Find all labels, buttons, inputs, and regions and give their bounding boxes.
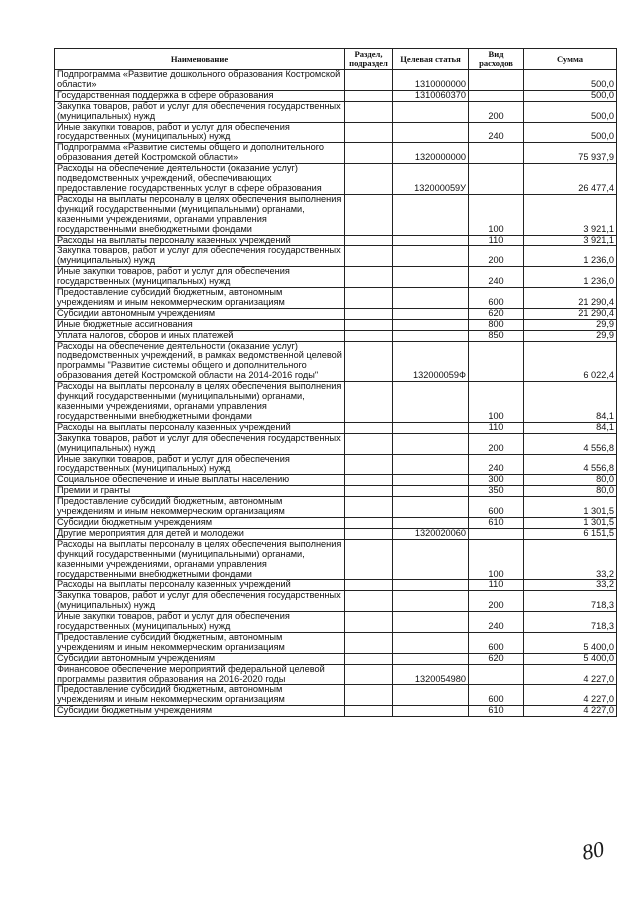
cell-name: Социальное обеспечение и иные выплаты населению bbox=[55, 475, 345, 486]
table-row bbox=[55, 632, 617, 653]
cell-sum: 6 151,5 bbox=[524, 528, 617, 539]
cell-target bbox=[393, 235, 469, 246]
cell-target bbox=[393, 433, 469, 454]
cell-sum: 4 227,0 bbox=[524, 664, 617, 685]
table-row bbox=[55, 706, 617, 717]
cell-name: Предоставление субсидий бюджетным, автономным учреждениям и иным некоммерческим организациям bbox=[55, 632, 345, 653]
budget-table bbox=[54, 48, 617, 717]
cell-type bbox=[469, 664, 524, 685]
cell-sum: 5 400,0 bbox=[524, 632, 617, 653]
cell-name: Расходы на выплаты персоналу казенных учреждений bbox=[55, 422, 345, 433]
cell-sum: 1 236,0 bbox=[524, 246, 617, 267]
cell-type: 200 bbox=[469, 101, 524, 122]
cell-sum: 500,0 bbox=[524, 70, 617, 91]
cell-name: Премии и гранты bbox=[55, 486, 345, 497]
cell-target bbox=[393, 706, 469, 717]
cell-name: Подпрограмма «Развитие системы общего и дополнительного образования детей Костромской области» bbox=[55, 143, 345, 164]
cell-section bbox=[345, 653, 393, 664]
table-row bbox=[55, 475, 617, 486]
cell-name: Предоставление субсидий бюджетным, автономным учреждениям и иным некоммерческим организациям bbox=[55, 497, 345, 518]
cell-type: 610 bbox=[469, 517, 524, 528]
cell-type: 850 bbox=[469, 330, 524, 341]
cell-type: 620 bbox=[469, 308, 524, 319]
header-row bbox=[55, 49, 617, 70]
table-row bbox=[55, 454, 617, 475]
cell-section bbox=[345, 267, 393, 288]
cell-sum: 718,3 bbox=[524, 612, 617, 633]
cell-type: 100 bbox=[469, 194, 524, 235]
cell-section bbox=[345, 246, 393, 267]
cell-sum: 21 290,4 bbox=[524, 288, 617, 309]
table-row bbox=[55, 486, 617, 497]
cell-target bbox=[393, 497, 469, 518]
table-row bbox=[55, 143, 617, 164]
cell-sum: 29,9 bbox=[524, 330, 617, 341]
cell-target bbox=[393, 319, 469, 330]
cell-type: 240 bbox=[469, 122, 524, 143]
cell-type: 240 bbox=[469, 267, 524, 288]
cell-type bbox=[469, 143, 524, 164]
cell-sum: 500,0 bbox=[524, 122, 617, 143]
cell-target: 1320000000 bbox=[393, 143, 469, 164]
cell-section bbox=[345, 632, 393, 653]
cell-sum: 5 400,0 bbox=[524, 653, 617, 664]
cell-name: Расходы на выплаты персоналу казенных учреждений bbox=[55, 235, 345, 246]
table-row bbox=[55, 308, 617, 319]
cell-type: 300 bbox=[469, 475, 524, 486]
cell-target bbox=[393, 122, 469, 143]
cell-sum: 75 937,9 bbox=[524, 143, 617, 164]
cell-sum: 33,2 bbox=[524, 580, 617, 591]
cell-sum: 4 556,8 bbox=[524, 433, 617, 454]
cell-sum: 6 022,4 bbox=[524, 341, 617, 382]
cell-sum: 1 236,0 bbox=[524, 267, 617, 288]
cell-section bbox=[345, 454, 393, 475]
table-row bbox=[55, 685, 617, 706]
cell-type bbox=[469, 90, 524, 101]
cell-name: Государственная поддержка в сфере образования bbox=[55, 90, 345, 101]
cell-sum: 500,0 bbox=[524, 101, 617, 122]
cell-target bbox=[393, 246, 469, 267]
cell-sum: 4 227,0 bbox=[524, 706, 617, 717]
cell-name: Финансовое обеспечение мероприятий федеральной целевой программы развития образования на 2016-2020 годы bbox=[55, 664, 345, 685]
cell-section bbox=[345, 612, 393, 633]
cell-section bbox=[345, 528, 393, 539]
cell-type: 800 bbox=[469, 319, 524, 330]
cell-section bbox=[345, 433, 393, 454]
table-row bbox=[55, 539, 617, 580]
cell-target bbox=[393, 632, 469, 653]
cell-sum: 1 301,5 bbox=[524, 517, 617, 528]
table-row bbox=[55, 528, 617, 539]
cell-sum: 1 301,5 bbox=[524, 497, 617, 518]
cell-section bbox=[345, 319, 393, 330]
table-row bbox=[55, 341, 617, 382]
cell-type: 200 bbox=[469, 433, 524, 454]
cell-target bbox=[393, 454, 469, 475]
cell-name: Закупка товаров, работ и услуг для обеспечения государственных (муниципальных) нужд bbox=[55, 246, 345, 267]
cell-section bbox=[345, 235, 393, 246]
cell-section bbox=[345, 497, 393, 518]
table-row bbox=[55, 194, 617, 235]
cell-sum: 718,3 bbox=[524, 591, 617, 612]
cell-type: 620 bbox=[469, 653, 524, 664]
header-type: Вид расходов bbox=[469, 49, 524, 70]
table-row bbox=[55, 433, 617, 454]
table-row bbox=[55, 517, 617, 528]
cell-name: Расходы на обеспечение деятельности (оказание услуг) подведомственных учреждений, в рамках ведомственной целевой программы "Развитие системы общего и дополнительного образования детей Костромской области на 2014-2016 годы" bbox=[55, 341, 345, 382]
cell-type bbox=[469, 70, 524, 91]
table-row bbox=[55, 122, 617, 143]
table-row bbox=[55, 664, 617, 685]
cell-name: Расходы на выплаты персоналу в целях обеспечения выполнения функций государственными (муниципальными) органами, казенными учреждениями, органами управления государственными внебюджетными фондами bbox=[55, 539, 345, 580]
cell-type bbox=[469, 528, 524, 539]
cell-sum: 3 921,1 bbox=[524, 235, 617, 246]
cell-name: Субсидии автономным учреждениям bbox=[55, 308, 345, 319]
cell-section bbox=[345, 101, 393, 122]
cell-sum: 4 227,0 bbox=[524, 685, 617, 706]
table-row bbox=[55, 235, 617, 246]
cell-target bbox=[393, 422, 469, 433]
cell-section bbox=[345, 143, 393, 164]
cell-sum: 21 290,4 bbox=[524, 308, 617, 319]
cell-target bbox=[393, 267, 469, 288]
cell-name: Подпрограмма «Развитие дошкольного образования Костромской области» bbox=[55, 70, 345, 91]
cell-sum: 26 477,4 bbox=[524, 164, 617, 195]
cell-target bbox=[393, 517, 469, 528]
cell-type: 100 bbox=[469, 382, 524, 423]
cell-name: Расходы на выплаты персоналу в целях обеспечения выполнения функций государственными (муниципальными) органами, казенными учреждениями, органами управления государственными внебюджетными фондами bbox=[55, 194, 345, 235]
cell-name: Расходы на выплаты персоналу в целях обеспечения выполнения функций государственными (муниципальными) органами, казенными учреждениями, органами управления государственными внебюджетными фондами bbox=[55, 382, 345, 423]
table-row bbox=[55, 90, 617, 101]
cell-target bbox=[393, 288, 469, 309]
cell-section bbox=[345, 288, 393, 309]
cell-target bbox=[393, 591, 469, 612]
cell-type bbox=[469, 341, 524, 382]
cell-target: 1320020060 bbox=[393, 528, 469, 539]
header-sum: Сумма bbox=[524, 49, 617, 70]
cell-section bbox=[345, 422, 393, 433]
cell-sum: 4 556,8 bbox=[524, 454, 617, 475]
table-row bbox=[55, 382, 617, 423]
cell-name: Субсидии бюджетным учреждениям bbox=[55, 517, 345, 528]
cell-type: 240 bbox=[469, 454, 524, 475]
cell-section bbox=[345, 330, 393, 341]
table-row bbox=[55, 246, 617, 267]
cell-section bbox=[345, 341, 393, 382]
cell-name: Расходы на обеспечение деятельности (оказание услуг) подведомственных учреждений, обеспечивающих предоставление государственных услуг в сфере образования bbox=[55, 164, 345, 195]
table-row bbox=[55, 591, 617, 612]
cell-type: 600 bbox=[469, 288, 524, 309]
header-name: Наименование bbox=[55, 49, 345, 70]
cell-sum: 84,1 bbox=[524, 382, 617, 423]
cell-section bbox=[345, 308, 393, 319]
cell-type: 600 bbox=[469, 632, 524, 653]
cell-target bbox=[393, 308, 469, 319]
cell-type: 600 bbox=[469, 685, 524, 706]
cell-sum: 33,2 bbox=[524, 539, 617, 580]
cell-type bbox=[469, 164, 524, 195]
cell-target: 1320054980 bbox=[393, 664, 469, 685]
cell-target: 1310060370 bbox=[393, 90, 469, 101]
cell-section bbox=[345, 517, 393, 528]
cell-section bbox=[345, 70, 393, 91]
table-row bbox=[55, 580, 617, 591]
table-row bbox=[55, 70, 617, 91]
cell-type: 100 bbox=[469, 539, 524, 580]
cell-section bbox=[345, 122, 393, 143]
table-row bbox=[55, 330, 617, 341]
cell-section bbox=[345, 90, 393, 101]
cell-name: Предоставление субсидий бюджетным, автономным учреждениям и иным некоммерческим организациям bbox=[55, 288, 345, 309]
cell-target bbox=[393, 382, 469, 423]
cell-target: 132000059У bbox=[393, 164, 469, 195]
cell-section bbox=[345, 685, 393, 706]
cell-section bbox=[345, 706, 393, 717]
cell-section bbox=[345, 539, 393, 580]
cell-sum: 80,0 bbox=[524, 475, 617, 486]
cell-section bbox=[345, 664, 393, 685]
table-row bbox=[55, 653, 617, 664]
cell-section bbox=[345, 475, 393, 486]
cell-section bbox=[345, 194, 393, 235]
cell-section bbox=[345, 591, 393, 612]
cell-sum: 80,0 bbox=[524, 486, 617, 497]
cell-target bbox=[393, 330, 469, 341]
cell-sum: 84,1 bbox=[524, 422, 617, 433]
cell-name: Другие мероприятия для детей и молодежи bbox=[55, 528, 345, 539]
cell-name: Иные закупки товаров, работ и услуг для обеспечения государственных (муниципальных) нужд bbox=[55, 612, 345, 633]
cell-section bbox=[345, 382, 393, 423]
table-row bbox=[55, 612, 617, 633]
page-number: 80 bbox=[579, 835, 607, 866]
cell-section bbox=[345, 580, 393, 591]
cell-type: 240 bbox=[469, 612, 524, 633]
cell-name: Иные бюджетные ассигнования bbox=[55, 319, 345, 330]
cell-type: 110 bbox=[469, 422, 524, 433]
cell-name: Уплата налогов, сборов и иных платежей bbox=[55, 330, 345, 341]
table-row bbox=[55, 267, 617, 288]
cell-type: 110 bbox=[469, 580, 524, 591]
cell-target bbox=[393, 101, 469, 122]
cell-name: Субсидии бюджетным учреждениям bbox=[55, 706, 345, 717]
cell-type: 610 bbox=[469, 706, 524, 717]
cell-type: 350 bbox=[469, 486, 524, 497]
table-row bbox=[55, 288, 617, 309]
cell-type: 110 bbox=[469, 235, 524, 246]
cell-name: Предоставление субсидий бюджетным, автономным учреждениям и иным некоммерческим организациям bbox=[55, 685, 345, 706]
table-row bbox=[55, 422, 617, 433]
cell-name: Субсидии автономным учреждениям bbox=[55, 653, 345, 664]
cell-target bbox=[393, 612, 469, 633]
cell-target bbox=[393, 194, 469, 235]
table-row bbox=[55, 101, 617, 122]
cell-type: 200 bbox=[469, 591, 524, 612]
table-row bbox=[55, 164, 617, 195]
cell-target: 132000059Ф bbox=[393, 341, 469, 382]
cell-name: Закупка товаров, работ и услуг для обеспечения государственных (муниципальных) нужд bbox=[55, 591, 345, 612]
cell-sum: 29,9 bbox=[524, 319, 617, 330]
cell-target bbox=[393, 653, 469, 664]
cell-name: Иные закупки товаров, работ и услуг для обеспечения государственных (муниципальных) нужд bbox=[55, 454, 345, 475]
cell-section bbox=[345, 486, 393, 497]
cell-target: 1310000000 bbox=[393, 70, 469, 91]
cell-target bbox=[393, 486, 469, 497]
cell-sum: 3 921,1 bbox=[524, 194, 617, 235]
cell-name: Иные закупки товаров, работ и услуг для обеспечения государственных (муниципальных) нужд bbox=[55, 267, 345, 288]
header-section: Раздел, подраздел bbox=[345, 49, 393, 70]
cell-name: Расходы на выплаты персоналу казенных учреждений bbox=[55, 580, 345, 591]
table-row bbox=[55, 497, 617, 518]
cell-sum: 500,0 bbox=[524, 90, 617, 101]
table-row bbox=[55, 319, 617, 330]
cell-target bbox=[393, 685, 469, 706]
header-target: Целевая статья bbox=[393, 49, 469, 70]
cell-section bbox=[345, 164, 393, 195]
cell-type: 200 bbox=[469, 246, 524, 267]
cell-target bbox=[393, 475, 469, 486]
cell-target bbox=[393, 539, 469, 580]
cell-name: Иные закупки товаров, работ и услуг для обеспечения государственных (муниципальных) нужд bbox=[55, 122, 345, 143]
cell-target bbox=[393, 580, 469, 591]
cell-type: 600 bbox=[469, 497, 524, 518]
cell-name: Закупка товаров, работ и услуг для обеспечения государственных (муниципальных) нужд bbox=[55, 433, 345, 454]
cell-name: Закупка товаров, работ и услуг для обеспечения государственных (муниципальных) нужд bbox=[55, 101, 345, 122]
